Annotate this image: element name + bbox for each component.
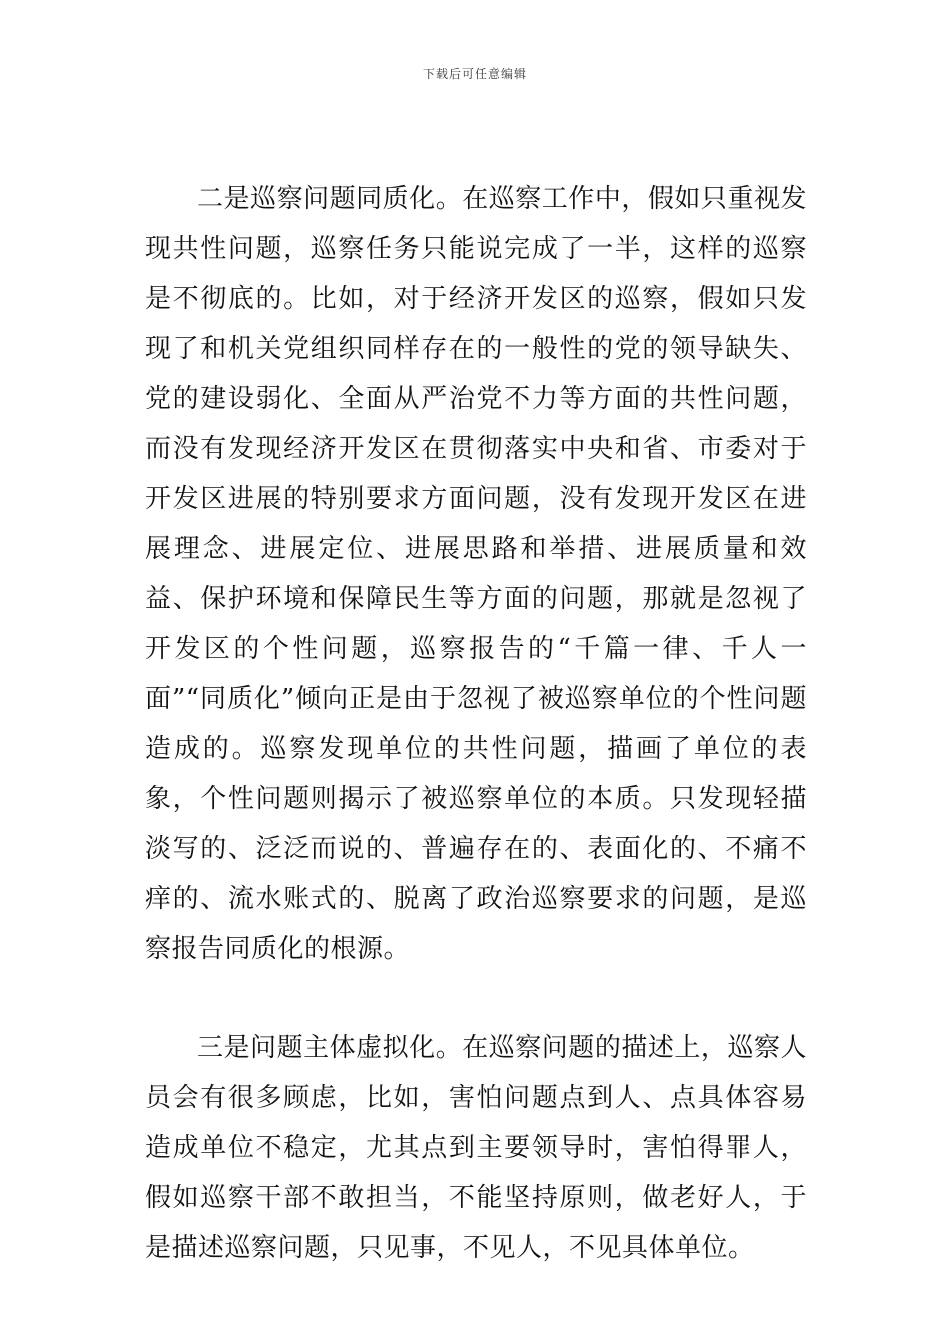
paragraph-virtualization: 三是问题主体虚拟化。在巡察问题的描述上，巡察人员会有很多顾虑，比如，害怕问题点到人、点具体容易造成单位不稳定，尤其点到主要领导时，害怕得罪人，假如巡察干部不敢担当，不能坚持原则，做老好人，于是描述巡察问题，只见事，不见人，不见具体单位。 — [145, 1033, 807, 1263]
page-header-note: 下载后可任意编辑 — [422, 67, 527, 81]
paragraph-homogenization: 二是巡察问题同质化。在巡察工作中，假如只重视发现共性问题，巡察任务只能说完成了一半，这样的巡察是不彻底的。比如，对于经济开发区的巡察，假如只发现了和机关党组织同样存在的一般性的党的领导缺失、党的建设弱化、全面从严治党不力等方面的共性问题，而没有发现经济开发区在贯彻落实中央和省、市委对于开发区进展的特别要求方面问题，没有发现开发区在进展理念、进展定位、进展思路和举措、进展质量和效益、保护环境和保障民生等方面的问题，那就是忽视了开发区的个性问题，巡察报告的“千篇一律、千人一面”“同质化”倾向正是由于忽视了被巡察单位的个性问题造成的。巡察发现单位的共性问题，描画了单位的表象，个性问题则揭示了被巡察单位的本质。只发现轻描淡写的、泛泛而说的、普遍存在的、表面化的、不痛不痒的、流水账式的、脱离了政治巡察要求的问题，是巡察报告同质化的根源。 — [145, 184, 807, 964]
document-body — [145, 174, 807, 1273]
